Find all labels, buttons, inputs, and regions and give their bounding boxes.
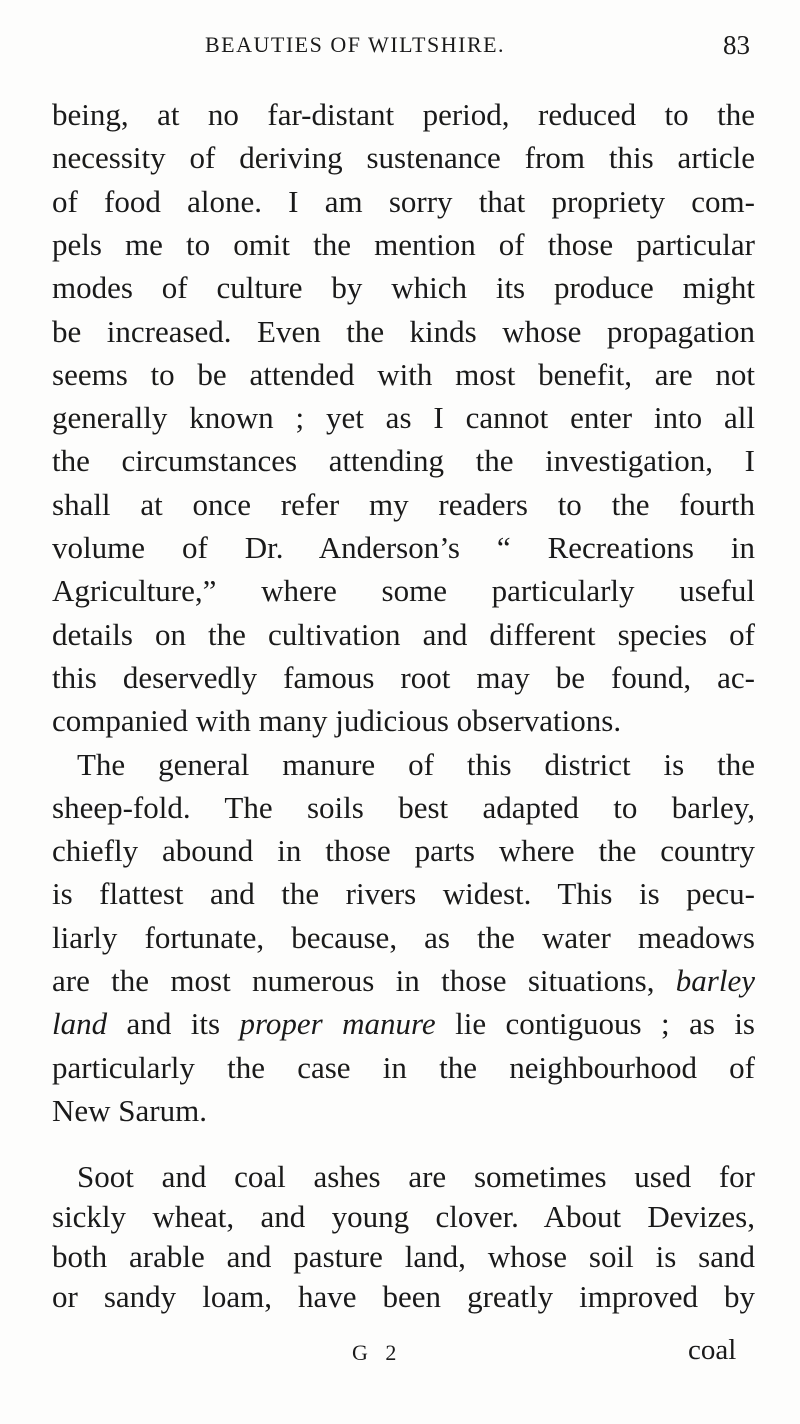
text-line xyxy=(52,961,755,1001)
text-line xyxy=(77,745,755,785)
running-title: BEAUTIES OF WILTSHIRE. xyxy=(205,32,506,57)
text-line xyxy=(52,398,755,438)
text-line xyxy=(52,355,755,395)
text-segment: details on the cultivation and different species of xyxy=(52,616,755,652)
text-segment: or sandy loam, have been greatly improved by xyxy=(52,1278,755,1314)
text-line xyxy=(52,312,755,352)
text-segment: be increased. Even the kinds whose propagation xyxy=(52,313,755,349)
text-segment: volume of Dr. Anderson’s “ Recreations in xyxy=(52,530,755,565)
text-line xyxy=(52,441,755,481)
text-segment: is flattest and the rivers widest. This is pecu- xyxy=(52,876,755,912)
text-line xyxy=(52,1091,755,1131)
text-segment: and its xyxy=(107,1006,240,1042)
text-segment: seems to be attended with most benefit, are not xyxy=(52,356,755,392)
signature-mark: G 2 xyxy=(352,1340,403,1365)
text-segment: generally known ; yet as I cannot enter into all xyxy=(52,400,755,436)
text-line xyxy=(52,658,755,698)
text-segment: chiefly abound in those parts where the country xyxy=(52,833,755,869)
text-line xyxy=(52,95,755,135)
text-line xyxy=(52,1048,755,1088)
text-line xyxy=(77,1157,755,1197)
text-line xyxy=(52,918,755,958)
text-segment: of food alone. I am sorry that propriety com- xyxy=(52,183,755,219)
text-segment: liarly fortunate, because, as the water meadows xyxy=(52,919,755,955)
text-line xyxy=(52,225,755,265)
text-segment: both arable and pasture land, whose soil is sand xyxy=(52,1238,755,1274)
text-segment: pels me to omit the mention of those particular xyxy=(52,226,755,262)
text-line xyxy=(52,788,755,828)
italic-text: land xyxy=(52,1006,108,1042)
text-segment: necessity of deriving sustenance from this article xyxy=(52,140,755,176)
text-line xyxy=(52,831,755,871)
text-segment: sickly wheat, and young clover. About Devizes, xyxy=(52,1198,755,1234)
text-segment: New Sarum. xyxy=(52,1092,207,1128)
catchword: coal xyxy=(688,1334,737,1366)
text-segment: Agriculture,” where some particularly useful xyxy=(52,573,755,609)
text-line xyxy=(52,571,755,611)
italic-text: barley xyxy=(675,963,755,998)
text-segment: this deservedly famous root may be found, ac- xyxy=(52,659,755,695)
text-segment: sheep-fold. The soils best adapted to barley, xyxy=(52,789,755,825)
text-line xyxy=(52,1237,755,1277)
text-line xyxy=(52,528,755,568)
text-segment: being, at no far-distant period, reduced to the xyxy=(52,97,755,132)
text-segment: the circumstances attending the investigation, I xyxy=(52,443,755,479)
text-line xyxy=(52,268,755,308)
text-segment: companied with many judicious observations. xyxy=(52,703,622,739)
text-line xyxy=(52,874,755,914)
text-segment: lie contiguous ; as is xyxy=(435,1006,755,1042)
text-segment: are the most numerous in those situations, xyxy=(52,963,676,998)
text-segment: The general manure of this district is the xyxy=(77,746,755,782)
text-line xyxy=(52,701,755,741)
text-line xyxy=(52,485,755,525)
text-line xyxy=(52,1197,755,1237)
text-line xyxy=(52,615,755,655)
text-line xyxy=(52,1004,755,1044)
text-line xyxy=(52,1277,755,1317)
text-line xyxy=(52,182,755,222)
text-segment: modes of culture by which its produce might xyxy=(52,270,755,306)
text-line xyxy=(52,138,755,178)
text-segment: Soot and coal ashes are sometimes used for xyxy=(77,1158,755,1194)
text-segment: particularly the case in the neighbourhood of xyxy=(52,1049,755,1085)
page-number: 83 xyxy=(723,30,750,60)
text-segment: shall at once refer my readers to the fourth xyxy=(52,486,755,522)
italic-text: proper manure xyxy=(239,1006,436,1042)
